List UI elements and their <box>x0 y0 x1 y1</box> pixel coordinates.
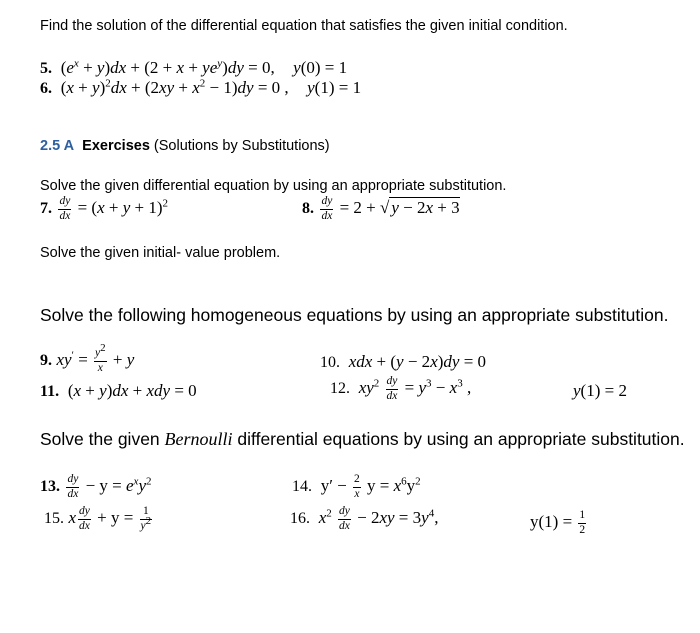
problem-number: 13. <box>40 477 60 495</box>
problem-10-equation: xdx + (y − 2x)dy = 0 <box>348 352 487 371</box>
section-subtitle: (Solutions by Substitutions) <box>153 138 330 154</box>
problem-number: 14. <box>292 477 312 495</box>
problem-16-equation: $x^2$ $\frac{dy}{dx}$ − $2xy = 3y^4$, <box>318 505 439 532</box>
problem-6-condition: y(1) = 1 <box>307 78 362 97</box>
problem-number: 11. <box>40 383 60 400</box>
problem-12-condition: y(1) = 2 <box>573 381 627 400</box>
problem-9-equation: xy′ = $\frac{y^2}{x}$ + y <box>56 342 135 374</box>
problem-14-equation: y′ − $\frac{2}{x}$ $y = x^6y^2$ <box>316 473 421 500</box>
problem-15 <box>44 506 154 532</box>
problem-15-equation: x $\frac{dy}{dx}$ + y = $\frac{1}{y^2}$ <box>68 505 152 532</box>
problem-13 <box>40 474 151 500</box>
bernoulli-intro <box>40 429 685 450</box>
problem-number: 5. <box>40 60 52 77</box>
problem-11-equation: (x + y)dx + xdy = 0 <box>63 381 197 400</box>
intro-text: Find the solution of the differential equation that satisfies the given initial condition. <box>40 18 568 34</box>
bernoulli-pre: Solve the given <box>40 429 160 449</box>
problem-5-condition: y(0) = 1 <box>293 58 348 77</box>
problem-number: 16. <box>290 509 310 527</box>
problem-number: 9. <box>40 351 52 369</box>
problem-10 <box>320 352 486 372</box>
ivp-intro: Solve the given initial- value problem. <box>40 245 281 261</box>
problem-5 <box>40 58 347 78</box>
bernoulli-word: Bernoulli <box>164 429 233 449</box>
problem-12-equation: $xy^2$ $\frac{dy}{dx}$ = $y^3 - x^3$ , <box>358 375 472 402</box>
section-title: Exercises <box>82 138 150 154</box>
problem-number: 8. <box>302 199 314 217</box>
problem-number: 7. <box>40 199 52 217</box>
problem-14 <box>292 474 421 500</box>
problem-16 <box>290 506 438 532</box>
bernoulli-post: differential equations by using an appropriate substitution. <box>237 429 685 449</box>
problem-8-equation: $\frac{dy}{dx}$ = 2 + √ y − 2x + 3 <box>321 195 460 222</box>
homogeneous-intro: Solve the following homogeneous equations by using an appropriate substitution. <box>40 305 669 325</box>
problem-7 <box>40 196 168 222</box>
section-header <box>40 138 330 154</box>
problem-number: 15. <box>44 509 64 527</box>
problem-number: 12. <box>330 379 350 397</box>
problem-6-equation: $(x + y)^2dx + (2xy + x^2 - 1)dy = 0$ , <box>56 77 289 97</box>
problem-8 <box>302 196 460 222</box>
problem-13-equation: $\frac{dy}{dx}$ − $y = e^xy^2$ <box>67 473 152 500</box>
problem-11 <box>40 381 197 401</box>
substitution-intro: Solve the given differential equation by using an appropriate substitution. <box>40 178 507 194</box>
problem-16-condition: y(1) = $\frac{1}{2}$ <box>530 509 586 536</box>
problem-number: 10. <box>320 354 340 371</box>
problem-12 <box>330 376 471 402</box>
section-number: 2.5 A <box>40 138 75 154</box>
problem-number: 6. <box>40 80 52 97</box>
problem-9 <box>40 342 135 374</box>
problem-6 <box>40 78 361 98</box>
problem-5-equation: $(e^x + y)dx + (2 + x + ye^y)dy = 0$, <box>56 57 275 77</box>
problem-7-equation: $\frac{dy}{dx}$ = $(x + y + 1)^2$ <box>59 195 168 222</box>
